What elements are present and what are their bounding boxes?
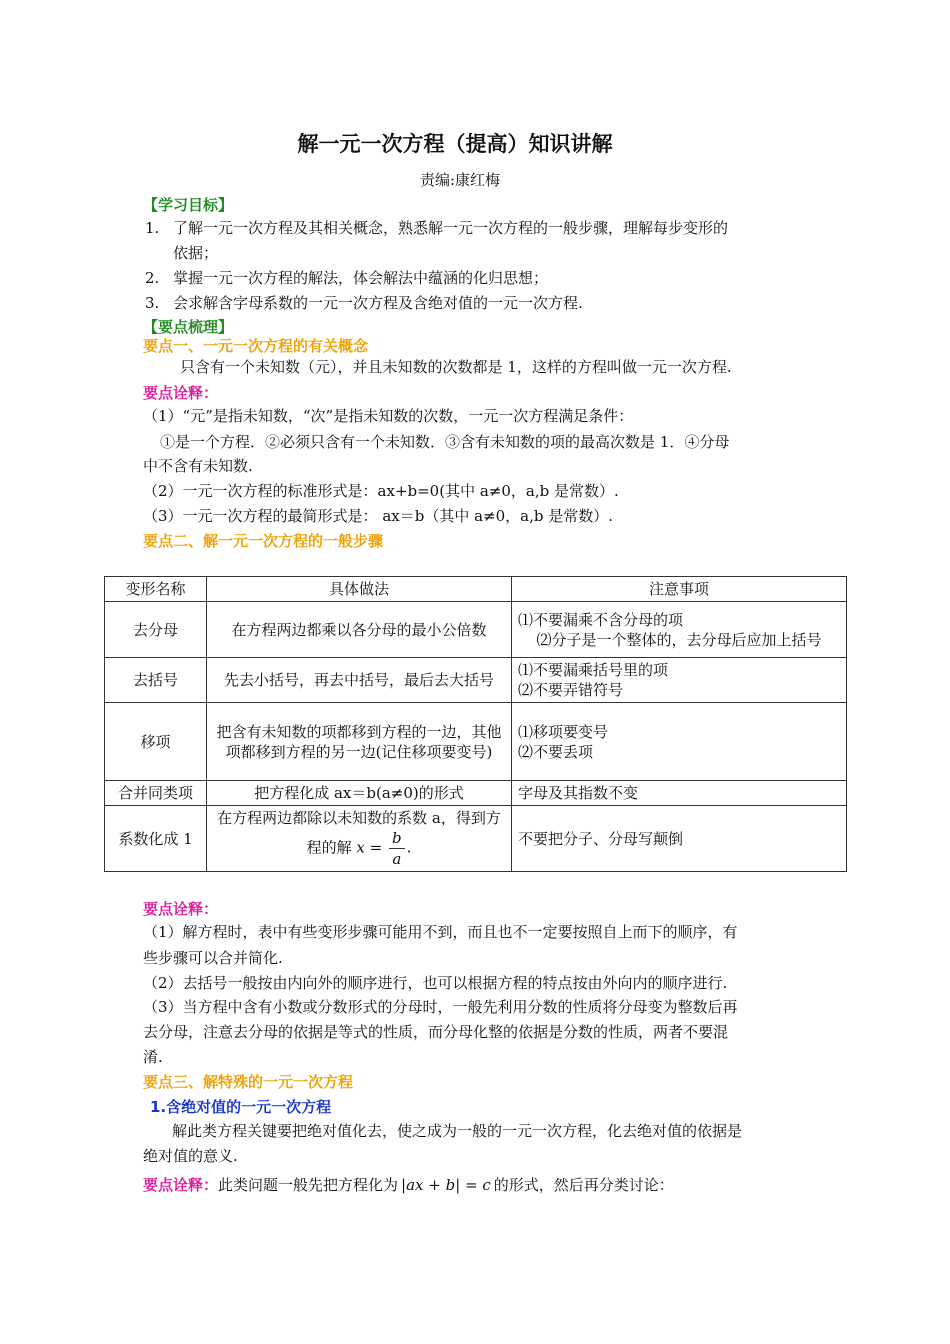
step-notes-cell bbox=[512, 781, 847, 806]
step-method-cell: 把方程化成 ax＝b(a≠0)的形式 bbox=[207, 781, 512, 806]
point2-note3-cont: 去分母，注意去分母的依据是等式的性质，而分母化整的依据是分数的性质，两者不要混 bbox=[143, 1023, 729, 1041]
step-method-cell: 先去小括号，再去中括号，最后去大括号 bbox=[207, 658, 512, 703]
step-name-cell: 合并同类项 bbox=[105, 781, 207, 806]
step-note: ⑵不要丢项 bbox=[518, 742, 594, 761]
point2-note1-cont: 些步骤可以合并简化. bbox=[143, 949, 283, 967]
step-note: 不要把分子、分母写颠倒 bbox=[518, 829, 684, 848]
step-note: ⑵分子是一个整体的，去分母后应加上括号 bbox=[536, 630, 822, 649]
table-row bbox=[105, 806, 847, 872]
absolute-value-formula: |ax + b| = c bbox=[401, 1176, 491, 1194]
point3-note-label: 要点诠释： bbox=[143, 1176, 219, 1194]
point3-note-line bbox=[143, 1175, 674, 1195]
fraction-denominator: a bbox=[392, 850, 402, 868]
point3-subheading: 1.含绝对值的一元一次方程 bbox=[150, 1098, 332, 1116]
step-notes-cell bbox=[512, 703, 847, 781]
point1-note3: （3）一元一次方程的最简形式是： ax＝b（其中 a≠0，a,b 是常数）. bbox=[143, 507, 613, 525]
table-row bbox=[105, 602, 847, 658]
point2-note-label: 要点诠释： bbox=[143, 900, 219, 918]
point1-note1-conditions: ①是一个方程．②必须只含有一个未知数．③含有未知数的项的最高次数是 1．④分母 bbox=[160, 433, 730, 451]
step-method-cell bbox=[207, 806, 512, 872]
point1-definition: 只含有一个未知数（元），并且未知数的次数都是 1，这样的方程叫做一元一次方程. bbox=[180, 358, 732, 376]
point3-heading: 要点三、解特殊的一元一次方程 bbox=[143, 1073, 354, 1091]
point1-note1: （1）“元”是指未知数，“次”是指未知数的次数，一元一次方程满足条件： bbox=[143, 407, 634, 425]
step-note: ⑴移项要变号 bbox=[518, 722, 609, 741]
step-notes-cell bbox=[512, 602, 847, 658]
point3-note-pre: 此类问题一般先把方程化为 bbox=[218, 1176, 399, 1194]
point1-note2: （2）一元一次方程的标准形式是：ax+b=0(其中 a≠0，a,b 是常数）. bbox=[143, 482, 619, 500]
step-note: ⑴不要漏乘括号里的项 bbox=[518, 661, 669, 679]
step-name-cell: 去分母 bbox=[105, 602, 207, 658]
point3-text-cont: 绝对值的意义. bbox=[143, 1147, 238, 1165]
step-note: ⑵不要弄错符号 bbox=[518, 681, 624, 699]
point2-note3-end: 淆. bbox=[143, 1048, 163, 1066]
point1-note1-conditions-cont: 中不含有未知数. bbox=[143, 457, 253, 475]
step-note: 字母及其指数不变 bbox=[518, 784, 639, 802]
objective-number: 1. bbox=[145, 219, 160, 237]
step-name-cell: 系数化成 1 bbox=[105, 806, 207, 872]
point3-note-post: 的形式，然后再分类讨论： bbox=[493, 1176, 674, 1194]
objective-text-cont: 依据； bbox=[173, 244, 219, 262]
objective-text: 了解一元一次方程及其相关概念，熟悉解一元一次方程的一般步骤，理解每步变形的 bbox=[173, 219, 729, 237]
point2-heading: 要点二、解一元一次方程的一般步骤 bbox=[143, 532, 384, 550]
table-row bbox=[105, 703, 847, 781]
step-name-cell: 移项 bbox=[105, 703, 207, 781]
step-method-cell: 把含有未知数的项都移到方程的一边，其他项都移到方程的另一边(记住移项要变号) bbox=[207, 703, 512, 781]
objective-number: 2. bbox=[145, 269, 160, 287]
point1-note-label: 要点诠释： bbox=[143, 384, 219, 402]
point2-note2: （2）去括号一般按由内向外的顺序进行，也可以根据方程的特点按由外向内的顺序进行. bbox=[143, 974, 728, 992]
objective-number: 3. bbox=[145, 294, 160, 312]
step-method-cell: 在方程两边都乘以各分母的最小公倍数 bbox=[207, 602, 512, 658]
table-header-cell: 变形名称 bbox=[105, 577, 207, 602]
table-header-cell: 具体做法 bbox=[207, 577, 512, 602]
author-line: 责编:康红梅 bbox=[419, 171, 501, 189]
table-row bbox=[105, 781, 847, 806]
table-row bbox=[105, 658, 847, 703]
step-notes-cell bbox=[512, 658, 847, 703]
objective-text: 掌握一元一次方程的解法，体会解法中蕴涵的化归思想； bbox=[173, 269, 549, 287]
formula-end: . bbox=[406, 838, 412, 857]
objective-text: 会求解含字母系数的一元一次方程及含绝对值的一元一次方程. bbox=[173, 294, 583, 312]
fraction-numerator: b bbox=[389, 828, 405, 849]
table-header-row bbox=[105, 577, 847, 602]
fraction-b-over-a bbox=[389, 828, 405, 869]
point2-note1: （1）解方程时，表中有些变形步骤可能用不到，而且也不一定要按照自上而下的顺序，有 bbox=[143, 923, 738, 941]
table-header-cell: 注意事项 bbox=[512, 577, 847, 602]
step-notes-cell bbox=[512, 806, 847, 872]
page-title: 解一元一次方程（提高）知识讲解 bbox=[297, 132, 613, 156]
formula-lhs: x = bbox=[356, 838, 383, 857]
step-name-cell: 去括号 bbox=[105, 658, 207, 703]
steps-table bbox=[104, 576, 847, 872]
point1-heading: 要点一、一元一次方程的有关概念 bbox=[143, 337, 369, 355]
point3-text: 解此类方程关键要把绝对值化去，使之成为一般的一元一次方程，化去绝对值的依据是 bbox=[172, 1122, 743, 1140]
key-points-heading: 【要点梳理】 bbox=[143, 318, 234, 336]
objectives-heading: 【学习目标】 bbox=[143, 196, 234, 214]
step-method-text: 在方程两边都除以未知数的系数 a，得到方程的解 bbox=[217, 809, 501, 857]
step-note: ⑴不要漏乘不含分母的项 bbox=[518, 610, 684, 629]
point2-note3: （3）当方程中含有小数或分数形式的分母时，一般先利用分数的性质将分母变为整数后再 bbox=[143, 998, 738, 1016]
